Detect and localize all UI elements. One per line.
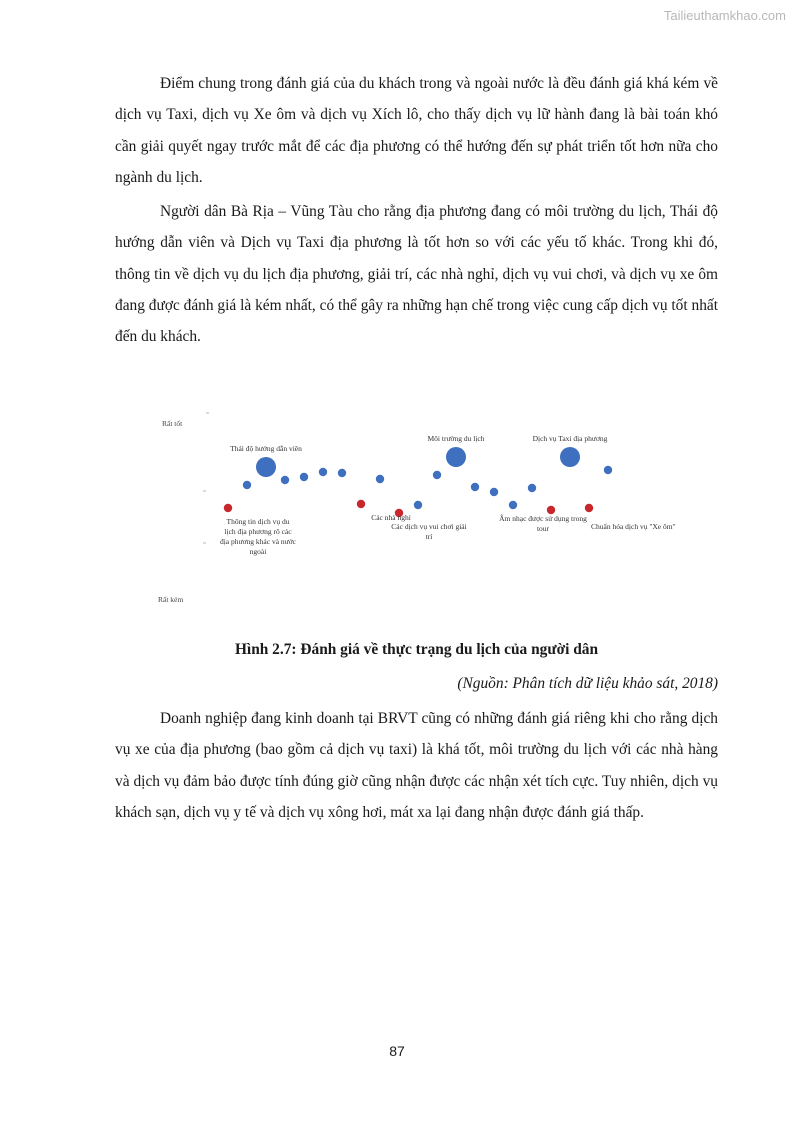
point-9 xyxy=(376,475,384,483)
rating-chart xyxy=(0,395,794,620)
annotation-10: Các dịch vụ vui chơi giải trí xyxy=(391,522,467,541)
point-21 xyxy=(604,466,612,474)
point-19 xyxy=(560,447,580,467)
point-5 xyxy=(300,473,308,481)
point-15 xyxy=(490,488,498,496)
paragraph-3: Doanh nghiệp đang kinh doanh tại BRVT cũng có những đánh giá riêng khi cho rằng dịch vụ xe của địa phương (bao gồm cả dịch vụ taxi) là khá tốt, môi trường du lịch với các nhà hàng và dịch vụ đảm bảo được tính đúng giờ cũng nhận được các nhận xét tích cực. Tuy nhiên, dịch vụ khách sạn, dịch vụ y tế và dịch vụ xông hơi, mát xa lại đang nhận được đánh giá thấp. xyxy=(115,710,718,821)
point-17 xyxy=(528,484,536,492)
point-11 xyxy=(414,501,422,509)
paragraph-1: Điểm chung trong đánh giá của du khách trong và ngoài nước là đều đánh giá khá kém về dịch vụ Taxi, dịch vụ Xe ôm và dịch vụ Xích lô, cho thấy dịch vụ lữ hành đang là bài toán khó cần giải quyết ngay trước mắt để các địa phương có thể hướng đến sự phát triển tốt hơn nữa cho ngành du lịch. xyxy=(115,75,718,186)
annotation-20: Chuẩn hóa dịch vụ "Xe ôm" xyxy=(591,522,676,531)
point-8 xyxy=(357,500,365,508)
y-axis-bottom-label: Rất kém xyxy=(158,595,184,604)
point-16 xyxy=(509,501,517,509)
annotation-13: Môi trường du lịch xyxy=(427,434,485,443)
watermark: Tailieuthamkhao.com xyxy=(663,8,786,23)
annotation-3: Thái độ hướng dẫn viên xyxy=(230,444,302,453)
point-7 xyxy=(338,469,346,477)
point-12 xyxy=(433,471,441,479)
point-3 xyxy=(256,457,276,477)
point-1 xyxy=(224,504,232,512)
paragraph-2: Người dân Bà Rịa – Vũng Tàu cho rằng địa phương đang có môi trường du lịch, Thái độ hướng dẫn viên và Dịch vụ Taxi địa phương là tốt hơn so với các yếu tố khác. Trong khi đó, thông tin về dịch vụ du lịch địa phương, giải trí, các nhà nghỉ, dịch vụ vui chơi, và dịch vụ xe ôm đang được đánh giá là kém nhất, có thể gây ra những hạn chế trong việc cung cấp dịch vụ tốt nhất đến du khách. xyxy=(115,203,718,346)
annotation-8: Các nhà nghỉ xyxy=(371,513,411,522)
point-14 xyxy=(471,483,479,491)
point-2 xyxy=(243,481,251,489)
point-6 xyxy=(319,468,327,476)
point-20 xyxy=(585,504,593,512)
point-18 xyxy=(547,506,555,514)
y-axis-top-label: Rất tốt xyxy=(162,419,183,428)
figure-caption: Hình 2.7: Đánh giá về thực trạng du lịch của người dân xyxy=(234,641,599,658)
figure-source: (Nguồn: Phân tích dữ liệu khảo sát, 2018) xyxy=(457,675,718,692)
annotation-16: Âm nhạc được sử dụng trong tour xyxy=(499,514,587,533)
annotation-19: Dịch vụ Taxi địa phương xyxy=(532,434,608,443)
point-4 xyxy=(281,476,289,484)
point-13 xyxy=(446,447,466,467)
annotation-1: Thông tin dịch vụ du lịch địa phương rõ các địa phương khác và nước ngoài xyxy=(219,517,297,556)
page-number: 87 xyxy=(389,1043,405,1059)
points-layer xyxy=(224,447,612,517)
